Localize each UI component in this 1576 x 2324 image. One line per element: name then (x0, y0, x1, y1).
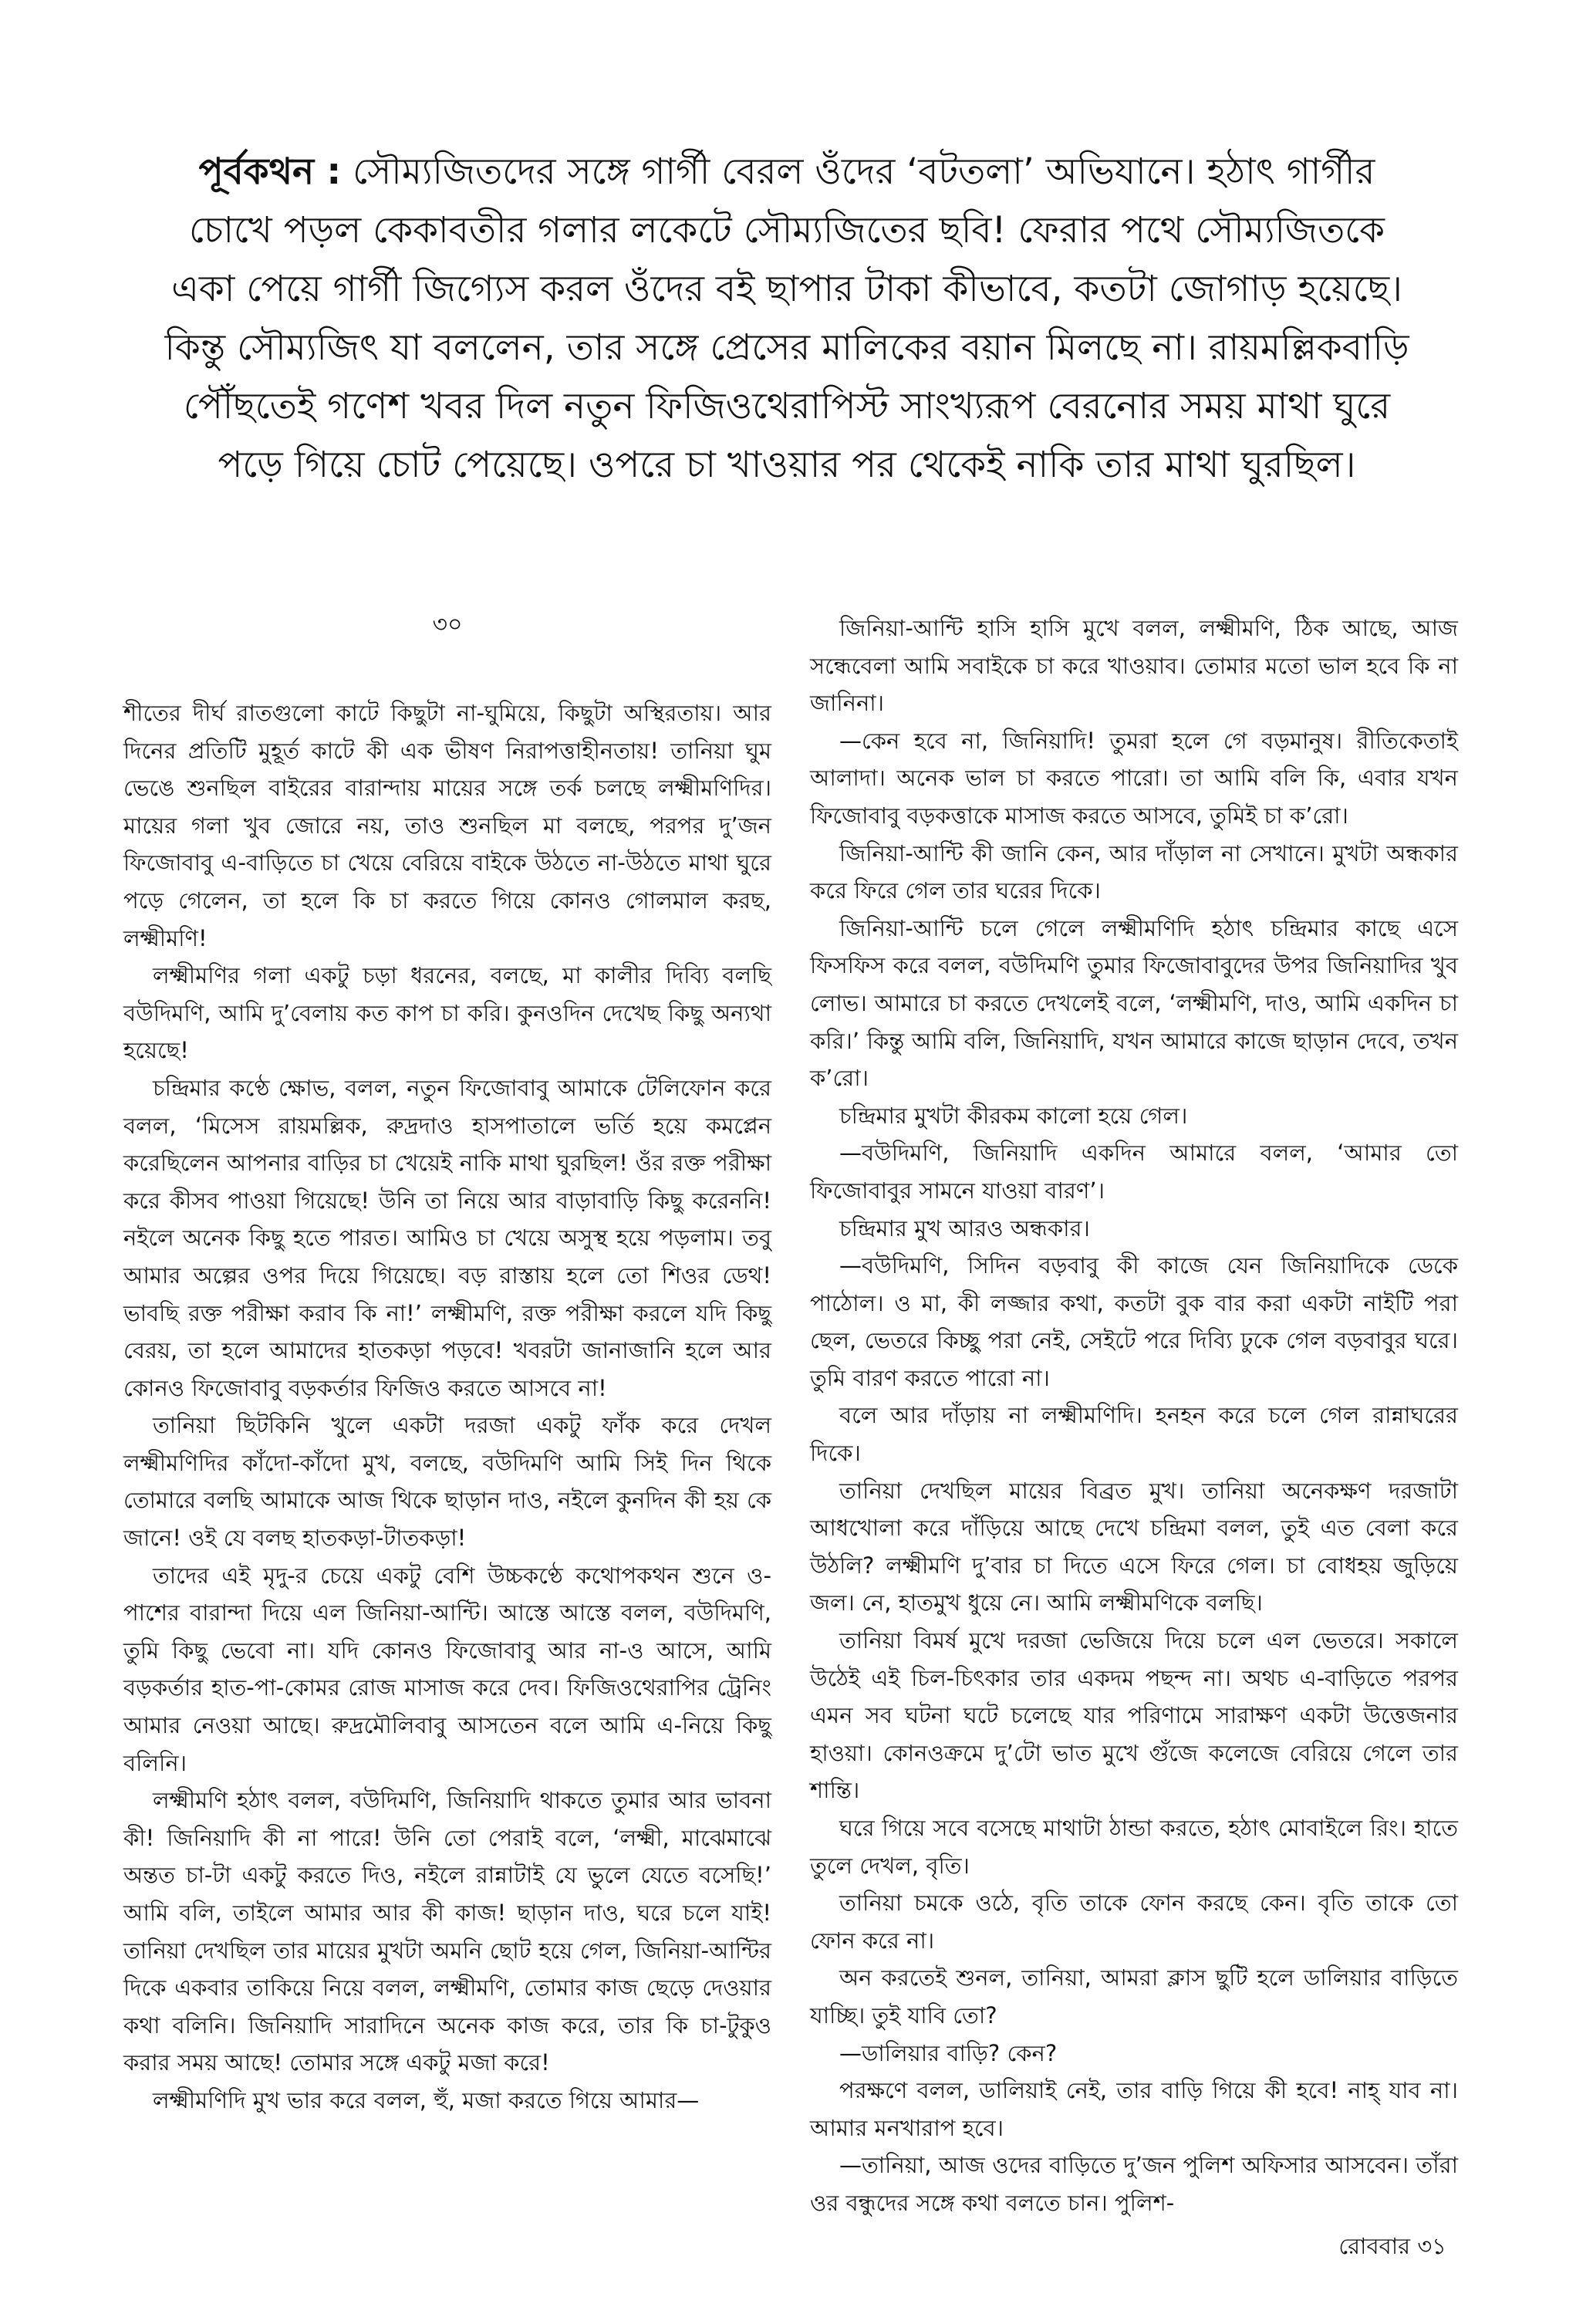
summary-lead: পূর্বকথন : (198, 150, 342, 193)
paragraph: তানিয়া বিমর্ষ মুখে দরজা ভেজিয়ে দিয়ে চলে এল ভেতরে। সকালে উঠেই এই চিল-চিৎকার তার একদম পছন্দ না। অথচ এ-বাড়িতে পরপর এমন সব ঘটনা ঘটে চলেছে যার পরিণামে সারাক্ষণ একটা উত্তেজনার হাওয়া। কোনওক্রমে দু’টো ভাত মুখে গুঁজে কলেজে বেরিয়ে গেলে তার শান্তি। (810, 1627, 1458, 1804)
summary-text: সৌম্যজিতদের সঙ্গে গার্গী বেরল ওঁদের ‘বটতলা’ অভিযানে। হঠাৎ গার্গীর চোখে পড়ল কেকাবতীর গলার লকেটে সৌম্যজিতের ছবি! ফেরার পথে সৌম্যজিতকে একা পেয়ে গার্গী জিগ্যেস করল ওঁদের বই ছাপার টাকা কীভাবে, কতটা জোগাড় হয়েছে। কিন্তু সৌম্যজিৎ যা বললেন, তার সঙ্গে প্রেসের মালিকের বয়ান মিলছে না। রায়মল্লিকবাড়ি পৌঁছতেই গণেশ খবর দিল নতুন ফিজিওথেরাপিস্ট সাংখ্যরূপ বেরনোর সময় মাথা ঘুরে পড়ে গিয়ে চোট পেয়েছে। ওপরে চা খাওয়ার পর থেকেই নাকি তার মাথা ঘুরছিল। (164, 150, 1409, 486)
chapter-number: ৩০ (432, 611, 463, 638)
story-summary (154, 143, 1419, 495)
paragraph: চন্দ্রিমার মুখটা কীরকম কালো হয়ে গেল। (839, 1102, 1188, 1129)
paragraph: জিনিয়া-আন্টি হাসি হাসি মুখে বলল, লক্ষ্মীমণি, ঠিক আছে, আজ সন্ধেবেলা আমি সবাইকে চা করে খাওয়াব। তোমার মতো ভাল হবে কি না জানিনা। (810, 615, 1458, 717)
paragraph: জিনিয়া-আন্টি কী জানি কেন, আর দাঁড়াল না সেখানে। মুখটা অন্ধকার করে ফিরে গেল তার ঘরের দিকে। (810, 839, 1458, 904)
paragraph: —তানিয়া, আজ ওদের বাড়িতে দু’জন পুলিশ অফিসার আসবেন। তাঁরা ওর বন্ধুদের সঙ্গে কথা বলতে চান। পুলিশ- (810, 2152, 1458, 2216)
paragraph: ঘরে গিয়ে সবে বসেছে মাথাটা ঠান্ডা করতে, হঠাৎ মোবাইলে রিং। হাতে তুলে দেখল, বৃতি। (810, 1815, 1458, 1879)
page-footer: রোববার ৩১ (1338, 2233, 1446, 2259)
paragraph: বলে আর দাঁড়ায় না লক্ষ্মীমণিদি। হনহন করে চলে গেল রান্নাঘরের দিকে। (810, 1402, 1458, 1467)
paragraph: জিনিয়া-আন্টি চলে গেলে লক্ষ্মীমণিদি হঠাৎ চন্দ্রিমার কাছে এসে ফিসফিস করে বলল, বউদিমণি তুমার ফিজোবাবুদের উপর জিনিয়াদির খুব লোভ। আমারে চা করতে দেখলেই বলে, ‘লক্ষ্মীমণি, দাও, আমি একদিন চা করি।’ কিন্তু আমি বলি, জিনিয়াদি, যখন আমারে কাজে ছাড়ান দেবে, তখন ক’রো। (810, 914, 1458, 1092)
paragraph: লক্ষ্মীমণিদি মুখ ভার করে বলল, হুঁ, মজা করতে গিয়ে আমার— (153, 2086, 700, 2113)
left-column (123, 610, 771, 2120)
right-column (810, 610, 1458, 2222)
paragraph: —কেন হবে না, জিনিয়াদি! তুমরা হলে গে বড়মানুষ। রীতিকেতাই আলাদা। অনেক ভাল চা করতে পারো। তা আমি বলি কি, এবার যখন ফিজোবাবু বড়কত্তাকে মাসাজ করতে আসবে, তুমিই চা ক’রো। (810, 727, 1458, 829)
paragraph: তানিয়া দেখছিল মায়ের বিব্রত মুখ। তানিয়া অনেকক্ষণ দরজাটা আধখোলা করে দাঁড়িয়ে আছে দেখে চন্দ্রিমা বলল, তুই এত বেলা করে উঠলি? লক্ষ্মীমণি দু’বার চা দিতে এসে ফিরে গেল। চা বোধহয় জুড়িয়ে জল। নে, হাতমুখ ধুয়ে নে। আমি লক্ষ্মীমণিকে বলছি। (810, 1477, 1458, 1616)
paragraph: লক্ষ্মীমণি হঠাৎ বলল, বউদিমণি, জিনিয়াদি থাকতে তুমার আর ভাবনা কী! জিনিয়াদি কী না পারে! উনি তো পেরাই বলে, ‘লক্ষ্মী, মাঝেমাঝে অন্তত চা-টা একটু করতে দিও, নইলে রান্নাটাই যে ভুলে যেতে বসেছি!’ আমি বলি, তাইলে আমার আর কী কাজ! ছাড়ান দাও, ঘরে চলে যাই! তানিয়া দেখছিল তার মায়ের মুখটা অমনি ছোট হয়ে গেল, জিনিয়া-আন্টির দিকে একবার তাকিয়ে নিয়ে বলল, লক্ষ্মীমণি, তোমার কাজ ছেড়ে দেওয়ার কথা বলিনি। জিনিয়াদি সারাদিনে অনেক কাজ করে, তার কি চা-টুকুও করার সময় আছে! তোমার সঙ্গে একটু মজা করে! (123, 1787, 771, 2076)
paragraph: তানিয়া ছিটকিনি খুলে একটা দরজা একটু ফাঁক করে দেখল লক্ষ্মীমণিদির কাঁদো-কাঁদো মুখ, বলছে, বউদিমণি আমি সিই দিন থিকে তোমারে বলছি আমাকে আজ থিকে ছাড়ান দাও, নইলে কুনদিন কী হয় কে জানে! ওই যে বলছ হাতকড়া-টাতকড়া! (123, 1412, 771, 1552)
paragraph: পরক্ষণে বলল, ডালিয়াই নেই, তার বাড়ি গিয়ে কী হবে! নাহ্‌ যাব না। আমার মনখারাপ হবে। (810, 2077, 1458, 2141)
paragraph: তানিয়া চমকে ওঠে, বৃতি তাকে ফোন করছে কেন। বৃতি তাকে তো ফোন করে না। (810, 1890, 1458, 1954)
paragraph: শীতের দীর্ঘ রাতগুলো কাটে কিছুটা না-ঘুমিয়ে, কিছুটা অস্থিরতায়। আর দিনের প্রতিটি মুহূর্ত কাটে কী এক ভীষণ নিরাপত্তাহীনতায়! তানিয়া ঘুম ভেঙে শুনছিল বাইরের বারান্দায় মায়ের সঙ্গে তর্ক চলছে লক্ষ্মীমণিদির। মায়ের গলা খুব জোরে নয়, তাও শুনছিল মা বলছে, পরপর দু’জন ফিজোবাবু এ-বাড়িতে চা খেয়ে বেরিয়ে বাইকে উঠতে না-উঠতে মাথা ঘুরে পড়ে গেলেন, তা হলে কি চা করতে গিয়ে কোনও গোলমাল করছ, লক্ষ্মীমণি! (123, 700, 771, 951)
paragraph: অন করতেই শুনল, তানিয়া, আমরা ক্লাস ছুটি হলে ডালিয়ার বাড়িতে যাচ্ছি। তুই যাবি তো? (810, 1964, 1458, 2028)
paragraph: চন্দ্রিমার মুখ আরও অন্ধকার। (839, 1214, 1090, 1241)
paragraph: —বউদিমণি, জিনিয়াদি একদিন আমারে বলল, ‘আমার তো ফিজোবাবুর সামনে যাওয়া বারণ’। (810, 1140, 1458, 1204)
paragraph: লক্ষ্মীমণির গলা একটু চড়া ধরনের, বলছে, মা কালীর দিব্যি বলছি বউদিমণি, আমি দু’বেলায় কত কাপ চা করি। কুনওদিন দেখেছ কিছু অন্যথা হয়েছে! (123, 962, 771, 1064)
paragraph: তাদের এই মৃদু-র চেয়ে একটু বেশি উচ্চকণ্ঠে কথোপকথন শুনে ও-পাশের বারান্দা দিয়ে এল জিনিয়া-আন্টি। আস্তে আস্তে বলল, বউদিমণি, তুমি কিছু ভেবো না। যদি কোনও ফিজোবাবু আর না-ও আসে, আমি বড়কর্তার হাত-পা-কোমর রোজ মাসাজ করে দেব। ফিজিওথেরাপির ট্রেনিং আমার নেওয়া আছে। রুদ্রমৌলিবাবু আসতেন বলে আমি এ-নিয়ে কিছু বলিনি। (123, 1562, 771, 1776)
paragraph: চন্দ্রিমার কণ্ঠে ক্ষোভ, বলল, নতুন ফিজোবাবু আমাকে টেলিফোন করে বলল, ‘মিসেস রায়মল্লিক, রুদ্রদাও হাসপাতালে ভর্তি হয়ে কমপ্লেন করেছিলেন আপনার বাড়ির চা খেয়েই নাকি মাথা ঘুরছিল! ওঁর রক্ত পরীক্ষা করে কীসব পাওয়া গিয়েছে! উনি তা নিয়ে আর বাড়াবাড়ি কিছু করেননি! নইলে অনেক কিছু হতে পারত। আমিও চা খেয়ে অসুস্থ হয়ে পড়লাম। তবু আমার অল্পের ওপর দিয়ে গিয়েছে। বড় রাস্তায় হলে তো শিওর ডেথ! ভাবছি রক্ত পরীক্ষা করাব কি না!’ লক্ষ্মীমণি, রক্ত পরীক্ষা করলে যদি কিছু বেরয়, তা হলে আমাদের হাতকড়া পড়বে! খবরটা জানাজানি হলে আর কোনও ফিজোবাবু বড়কর্তার ফিজিও করতে আসবে না! (123, 1074, 771, 1401)
paragraph: —ডালিয়ার বাড়ি? কেন? (839, 2039, 1058, 2066)
paragraph: —বউদিমণি, সিদিন বড়বাবু কী কাজে যেন জিনিয়াদিকে ডেকে পাঠোল। ও মা, কী লজ্জার কথা, কতটা বুক বার করা একটা নাইটি পরা ছেল, ভেতরে কিচ্ছু পরা নেই, সেইটে পরে দিব্যি ঢুকে গেল বড়বাবুর ঘরে। তুমি বারণ করতে পারো না। (810, 1252, 1458, 1391)
